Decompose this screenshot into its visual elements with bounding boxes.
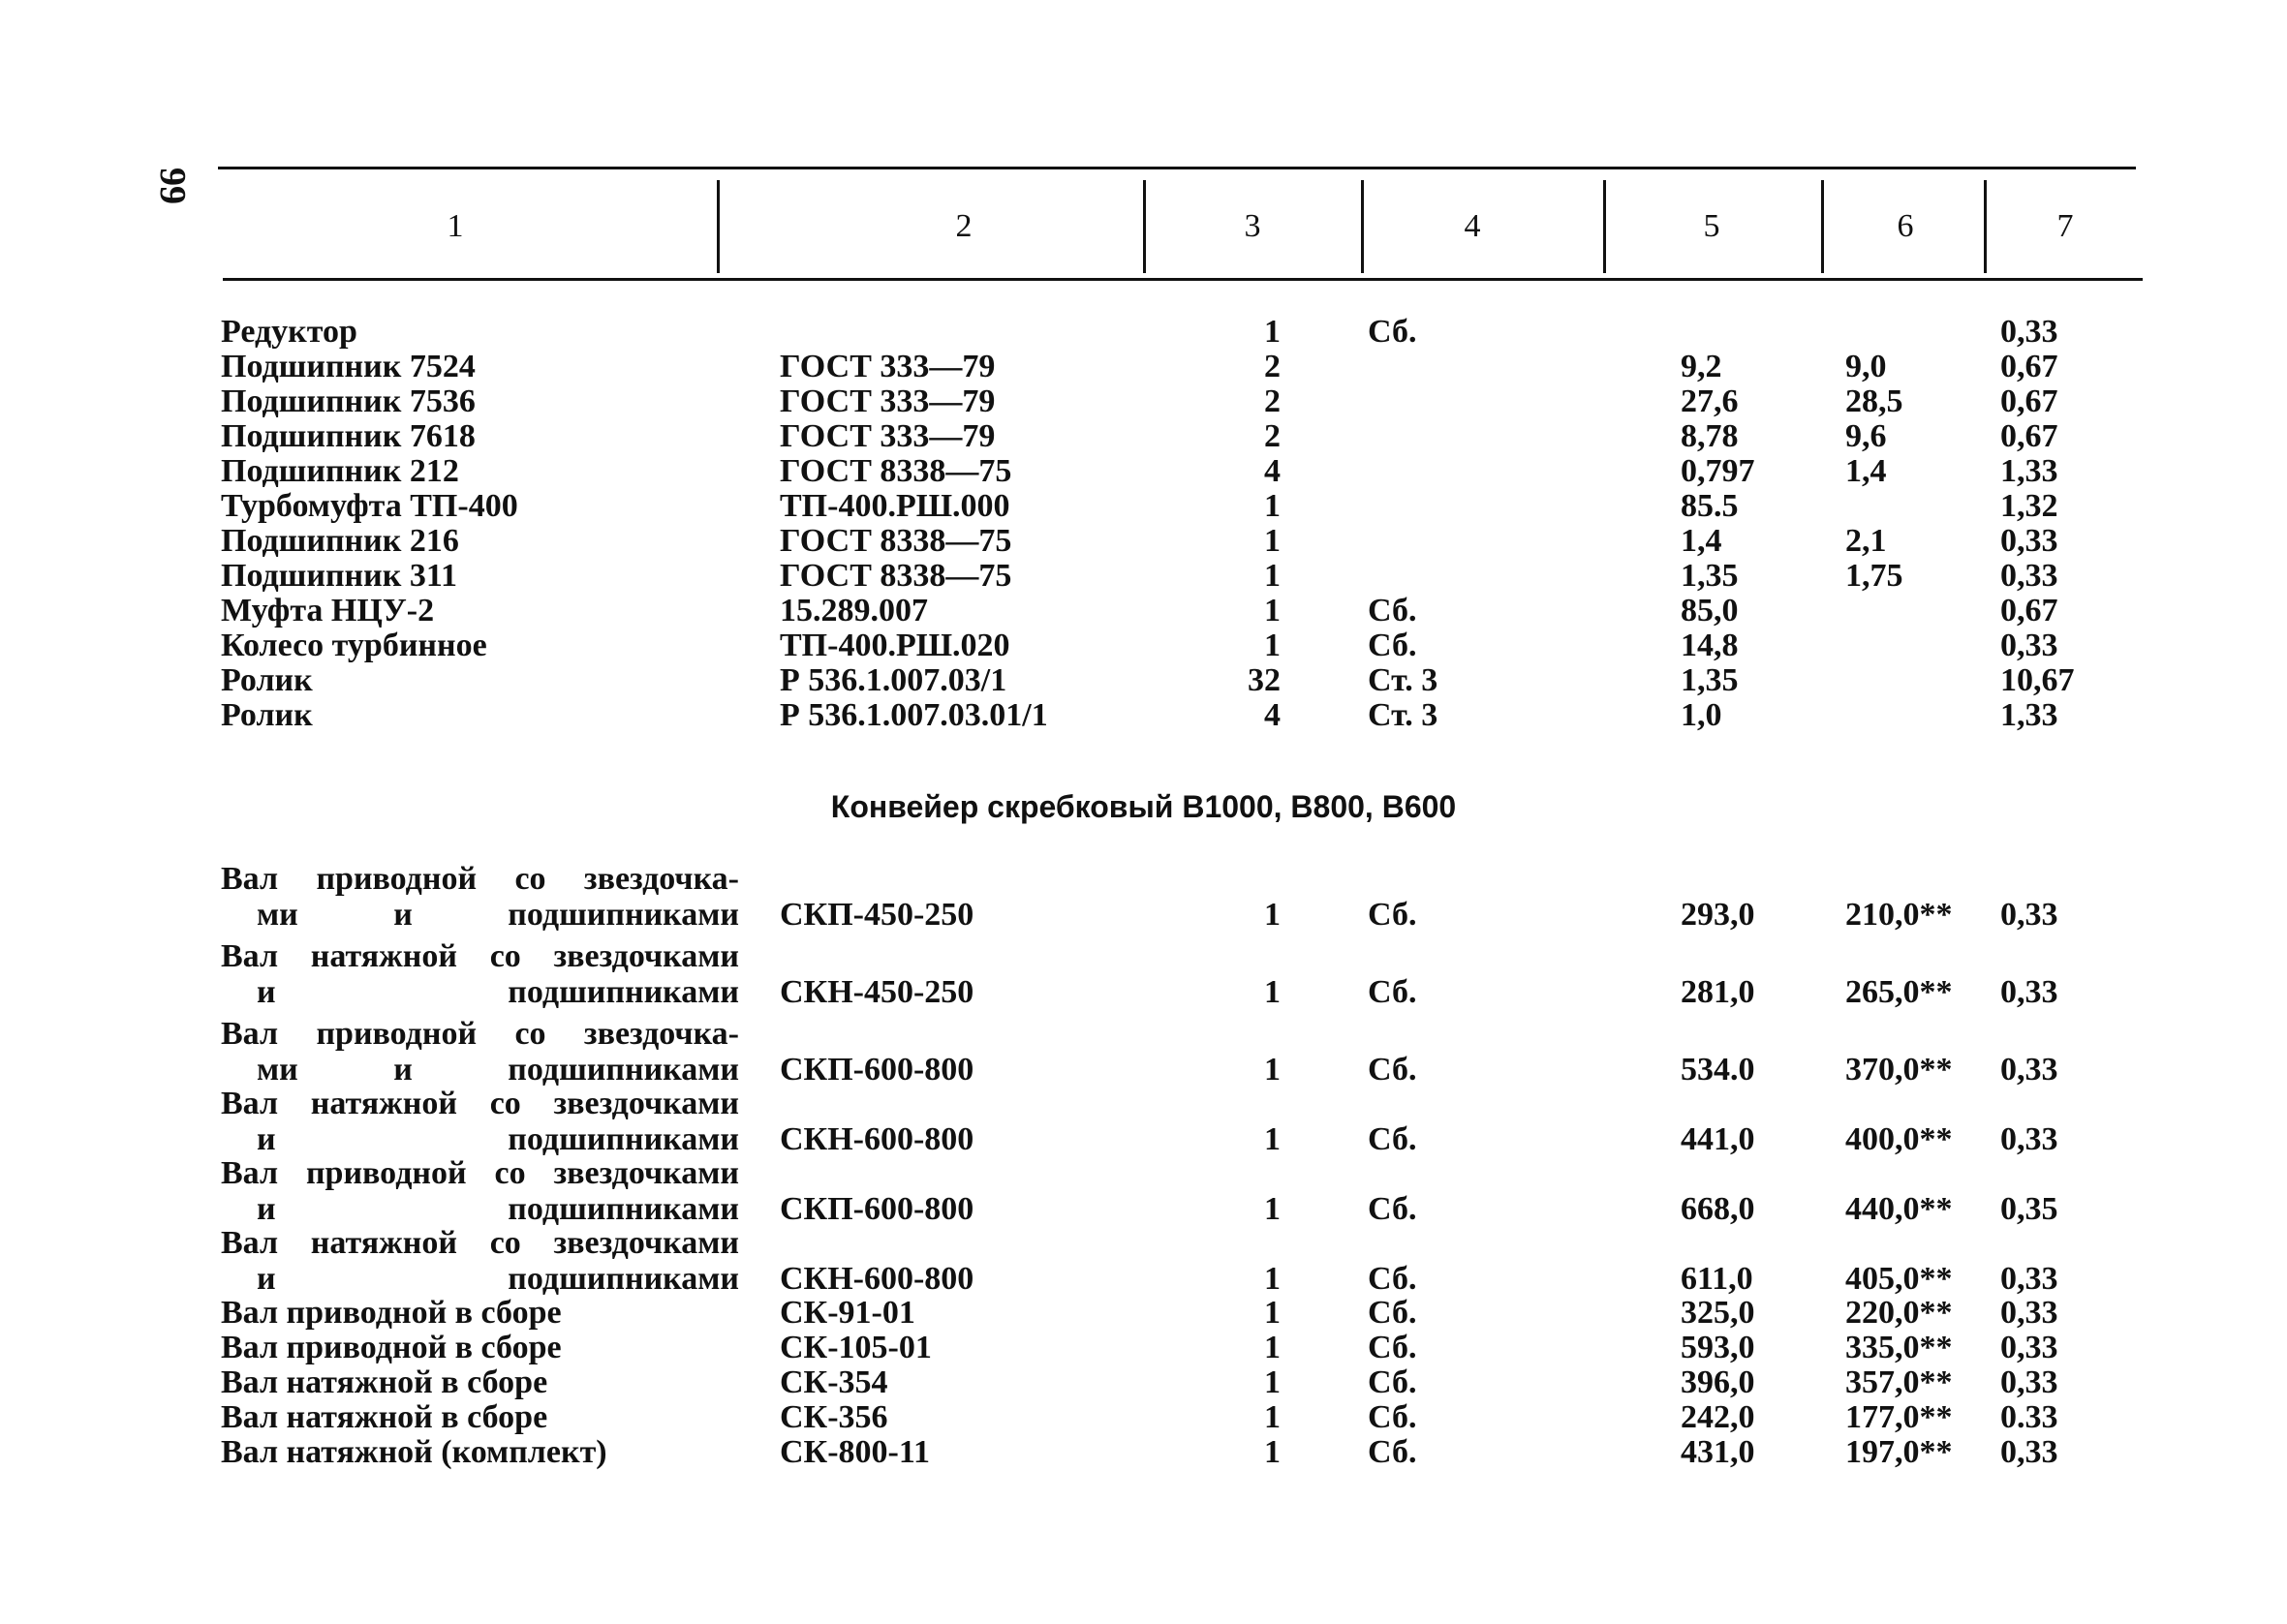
mass-1: 325,0 (1681, 1295, 1755, 1331)
document-code: ГОСТ 8338—75 (780, 453, 1012, 489)
mass-1: 441,0 (1681, 1121, 1755, 1157)
coefficient: 1,32 (2000, 488, 2058, 524)
item-name: Подшипник 7524 (221, 349, 476, 384)
material: Ст. 3 (1368, 662, 1438, 698)
column-header-1: 1 (447, 208, 464, 244)
quantity: 1 (1264, 1399, 1281, 1435)
material: Сб. (1368, 1052, 1417, 1088)
mass-2: 9,6 (1845, 418, 1887, 454)
quantity: 1 (1264, 974, 1281, 1010)
item-name: Вал натяжной (комплект) (221, 1434, 607, 1470)
document-code: СКН-600-800 (780, 1121, 974, 1157)
quantity: 2 (1264, 383, 1281, 419)
document-code: СК-91-01 (780, 1295, 915, 1331)
document-code: СКП-600-800 (780, 1191, 974, 1227)
coefficient: 0,33 (2000, 1121, 2058, 1157)
coefficient: 0,67 (2000, 383, 2058, 419)
quantity: 1 (1264, 314, 1281, 350)
mass-2: 9,0 (1845, 349, 1887, 384)
column-header-5: 5 (1703, 208, 1720, 244)
document-code: СК-800-11 (780, 1434, 930, 1470)
document-code: СК-354 (780, 1364, 888, 1400)
document-code: Р 536.1.007.03.01/1 (780, 697, 1048, 733)
item-name: Подшипник 7618 (221, 418, 476, 454)
mass-2: 28,5 (1845, 383, 1903, 419)
document-code: ТП-400.РШ.020 (780, 628, 1010, 663)
coefficient: 0,33 (2000, 558, 2058, 594)
item-name: Ролик (221, 662, 313, 698)
coefficient: 0,33 (2000, 314, 2058, 350)
item-name-line-2: и подшипниками (257, 1121, 739, 1157)
mass-2: 405,0** (1845, 1261, 1953, 1297)
material: Сб. (1368, 1434, 1417, 1470)
document-code: ГОСТ 333—79 (780, 349, 996, 384)
item-name: Турбомуфта ТП-400 (221, 488, 518, 524)
mass-1: 668,0 (1681, 1191, 1755, 1227)
item-name-line-1: Вал натяжной со звездочками (221, 1086, 739, 1121)
mass-1: 1,35 (1681, 558, 1739, 594)
mass-1: 0,797 (1681, 453, 1755, 489)
quantity: 1 (1264, 1364, 1281, 1400)
mass-2: 197,0** (1845, 1434, 1953, 1470)
item-name: Вал приводной в сборе (221, 1295, 562, 1331)
item-name-line-1: Вал приводной со звездочка- (221, 861, 739, 897)
mass-1: 281,0 (1681, 974, 1755, 1010)
document-code: ТП-400.РШ.000 (780, 488, 1010, 524)
item-name: Колесо турбинное (221, 628, 487, 663)
mass-2: 357,0** (1845, 1364, 1953, 1400)
column-header-3: 3 (1244, 208, 1261, 244)
quantity: 1 (1264, 1261, 1281, 1297)
item-name: Редуктор (221, 314, 357, 350)
document-code: СКП-450-250 (780, 897, 974, 933)
item-name: Вал натяжной в сборе (221, 1399, 548, 1435)
quantity: 2 (1264, 349, 1281, 384)
quantity: 1 (1264, 1121, 1281, 1157)
item-name: Подшипник 212 (221, 453, 459, 489)
item-name: Вал натяжной в сборе (221, 1364, 548, 1400)
document-code: ГОСТ 8338—75 (780, 523, 1012, 559)
quantity: 1 (1264, 488, 1281, 524)
coefficient: 1,33 (2000, 453, 2058, 489)
mass-2: 440,0** (1845, 1191, 1953, 1227)
mass-1: 8,78 (1681, 418, 1739, 454)
column-header-7: 7 (2056, 208, 2074, 244)
quantity: 1 (1264, 1330, 1281, 1365)
coefficient: 0,33 (2000, 1434, 2058, 1470)
quantity: 2 (1264, 418, 1281, 454)
document-code: СК-356 (780, 1399, 888, 1435)
column-separator (1361, 180, 1364, 273)
coefficient: 0,33 (2000, 523, 2058, 559)
mass-1: 293,0 (1681, 897, 1755, 933)
coefficient: 0,33 (2000, 1330, 2058, 1365)
item-name-line-2: и подшипниками (257, 974, 739, 1010)
page-number: 99 (152, 168, 193, 204)
coefficient: 0,33 (2000, 1364, 2058, 1400)
item-name-line-1: Вал приводной со звездочками (221, 1155, 739, 1191)
material: Сб. (1368, 1261, 1417, 1297)
coefficient: 0,67 (2000, 418, 2058, 454)
coefficient: 0.33 (2000, 1399, 2058, 1435)
material: Сб. (1368, 1295, 1417, 1331)
item-name: Муфта НЦУ-2 (221, 593, 435, 628)
quantity: 1 (1264, 523, 1281, 559)
mass-1: 1,4 (1681, 523, 1722, 559)
mass-1: 1,35 (1681, 662, 1739, 698)
coefficient: 0,67 (2000, 593, 2058, 628)
document-code: СК-105-01 (780, 1330, 932, 1365)
mass-1: 396,0 (1681, 1364, 1755, 1400)
mass-1: 534.0 (1681, 1052, 1755, 1088)
column-separator (1143, 180, 1146, 273)
column-separator (1984, 180, 1987, 273)
item-name: Ролик (221, 697, 313, 733)
coefficient: 0,33 (2000, 1261, 2058, 1297)
coefficient: 0,67 (2000, 349, 2058, 384)
mass-2: 1,75 (1845, 558, 1903, 594)
coefficient: 0,33 (2000, 974, 2058, 1010)
column-separator (717, 180, 720, 273)
item-name-line-1: Вал натяжной со звездочками (221, 1225, 739, 1261)
material: Ст. 3 (1368, 697, 1438, 733)
material: Сб. (1368, 1399, 1417, 1435)
mass-1: 14,8 (1681, 628, 1739, 663)
material: Сб. (1368, 1330, 1417, 1365)
header-bottom-rule (223, 278, 2143, 281)
material: Сб. (1368, 593, 1417, 628)
document-code: ГОСТ 333—79 (780, 383, 996, 419)
item-name-line-2: ми и подшипниками (257, 1052, 739, 1088)
mass-2: 265,0** (1845, 974, 1953, 1010)
material: Сб. (1368, 897, 1417, 933)
item-name-line-1: Вал натяжной со звездочками (221, 938, 739, 974)
column-header-2: 2 (955, 208, 973, 244)
coefficient: 0,35 (2000, 1191, 2058, 1227)
material: Сб. (1368, 1191, 1417, 1227)
item-name-line-2: ми и подшипниками (257, 897, 739, 933)
item-name: Подшипник 311 (221, 558, 457, 594)
mass-1: 85,0 (1681, 593, 1739, 628)
mass-1: 27,6 (1681, 383, 1739, 419)
mass-1: 9,2 (1681, 349, 1722, 384)
quantity: 1 (1264, 593, 1281, 628)
item-name: Подшипник 7536 (221, 383, 476, 419)
quantity: 1 (1264, 1434, 1281, 1470)
document-code: Р 536.1.007.03/1 (780, 662, 1007, 698)
quantity: 1 (1264, 897, 1281, 933)
mass-2: 370,0** (1845, 1052, 1953, 1088)
material: Сб. (1368, 314, 1417, 350)
quantity: 4 (1264, 697, 1281, 733)
quantity: 1 (1264, 1295, 1281, 1331)
mass-1: 611,0 (1681, 1261, 1753, 1297)
document-code: ГОСТ 8338—75 (780, 558, 1012, 594)
mass-1: 242,0 (1681, 1399, 1755, 1435)
mass-2: 1,4 (1845, 453, 1887, 489)
column-header-6: 6 (1897, 208, 1914, 244)
mass-2: 220,0** (1845, 1295, 1953, 1331)
material: Сб. (1368, 1121, 1417, 1157)
mass-2: 2,1 (1845, 523, 1887, 559)
quantity: 1 (1264, 628, 1281, 663)
mass-2: 400,0** (1845, 1121, 1953, 1157)
quantity: 1 (1264, 1191, 1281, 1227)
coefficient: 0,33 (2000, 628, 2058, 663)
table-top-rule (218, 167, 2136, 169)
mass-1: 85.5 (1681, 488, 1739, 524)
column-header-4: 4 (1464, 208, 1481, 244)
item-name: Вал приводной в сборе (221, 1330, 562, 1365)
coefficient: 0,33 (2000, 1295, 2058, 1331)
item-name-line-2: и подшипниками (257, 1261, 739, 1297)
mass-2: 335,0** (1845, 1330, 1953, 1365)
coefficient: 1,33 (2000, 697, 2058, 733)
material: Сб. (1368, 628, 1417, 663)
column-separator (1603, 180, 1606, 273)
coefficient: 0,33 (2000, 1052, 2058, 1088)
quantity: 1 (1264, 1052, 1281, 1088)
quantity: 4 (1264, 453, 1281, 489)
quantity: 1 (1264, 558, 1281, 594)
material: Сб. (1368, 974, 1417, 1010)
item-name: Подшипник 216 (221, 523, 459, 559)
document-code: ГОСТ 333—79 (780, 418, 996, 454)
coefficient: 10,67 (2000, 662, 2075, 698)
column-separator (1821, 180, 1824, 273)
mass-2: 177,0** (1845, 1399, 1953, 1435)
coefficient: 0,33 (2000, 897, 2058, 933)
item-name-line-1: Вал приводной со звездочка- (221, 1016, 739, 1052)
mass-1: 1,0 (1681, 697, 1722, 733)
section-title: Конвейер скребковый В1000, В800, В600 (830, 789, 1457, 824)
document-code: СКН-600-800 (780, 1261, 974, 1297)
mass-2: 210,0** (1845, 897, 1953, 933)
document-code: 15.289.007 (780, 593, 928, 628)
document-code: СКП-600-800 (780, 1052, 974, 1088)
document-code: СКН-450-250 (780, 974, 974, 1010)
mass-1: 431,0 (1681, 1434, 1755, 1470)
quantity: 32 (1248, 662, 1281, 698)
mass-1: 593,0 (1681, 1330, 1755, 1365)
material: Сб. (1368, 1364, 1417, 1400)
item-name-line-2: и подшипниками (257, 1191, 739, 1227)
